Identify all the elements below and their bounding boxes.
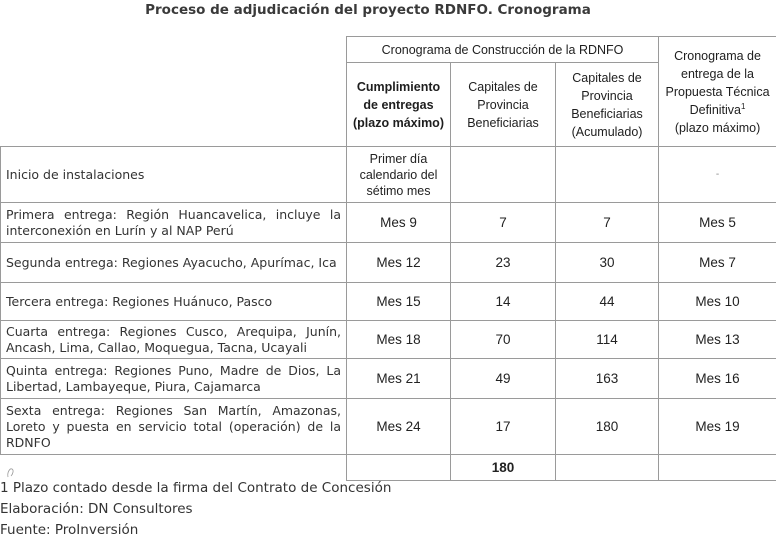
table-row — [1, 399, 776, 455]
footnote-ref: 1 — [741, 101, 746, 111]
header-cumplimiento: Cumplimiento de entregas (plazo máximo) — [347, 63, 451, 147]
row-acumulado: 180 — [556, 399, 659, 455]
row-label: Quinta entrega: Regiones Puno, Madre de Dios, La Libertad, Lambayeque, Piura, Cajamarca — [1, 359, 347, 399]
pen-mark-icon — [6, 466, 16, 478]
row-capitales — [451, 147, 556, 203]
row-label: Segunda entrega: Regiones Ayacucho, Apurímac, Ica — [1, 243, 347, 283]
row-cumplimiento: Mes 15 — [347, 283, 451, 321]
footnote-text: 1 Plazo contado desde la firma del Contrato de Concesión — [0, 480, 392, 496]
row-cumplimiento: Primer día calendario del sétimo mes — [347, 147, 451, 203]
total-row — [1, 455, 776, 481]
total-value: 180 — [451, 455, 556, 481]
row-propuesta: Mes 19 — [659, 399, 776, 455]
row-acumulado: 163 — [556, 359, 659, 399]
row-label: Primera entrega: Región Huancavelica, incluye la interconexión en Lurín y al NAP Perú — [1, 203, 347, 243]
row-propuesta: Mes 16 — [659, 359, 776, 399]
row-propuesta: - — [659, 147, 776, 203]
row-capitales: 49 — [451, 359, 556, 399]
row-cumplimiento: Mes 18 — [347, 321, 451, 359]
row-label: Inicio de instalaciones — [1, 147, 347, 203]
row-capitales: 14 — [451, 283, 556, 321]
row-label: Tercera entrega: Regiones Huánuco, Pasco — [1, 283, 347, 321]
page-title: Proceso de adjudicación del proyecto RDNFO. Cronograma — [145, 2, 591, 18]
row-capitales: 23 — [451, 243, 556, 283]
row-acumulado: 44 — [556, 283, 659, 321]
row-cumplimiento: Mes 24 — [347, 399, 451, 455]
row-cumplimiento: Mes 9 — [347, 203, 451, 243]
row-label: Cuarta entrega: Regiones Cusco, Arequipa, Junín, Ancash, Lima, Callao, Moquegua, Tacna, Ucayali — [1, 321, 347, 359]
table-row — [1, 203, 776, 243]
total-spacer — [1, 455, 347, 481]
elaboracion-text: Elaboración: DN Consultores — [0, 501, 193, 517]
total-empty-cell — [659, 455, 776, 481]
row-capitales: 17 — [451, 399, 556, 455]
table-row — [1, 243, 776, 283]
notes-block — [0, 478, 391, 541]
row-acumulado: 7 — [556, 203, 659, 243]
total-empty-cell — [556, 455, 659, 481]
total-empty-cell — [347, 455, 451, 481]
row-acumulado: 30 — [556, 243, 659, 283]
row-capitales: 70 — [451, 321, 556, 359]
table-row — [1, 283, 776, 321]
header-construccion: Cronograma de Construcción de la RDNFO — [347, 37, 659, 63]
row-propuesta: Mes 7 — [659, 243, 776, 283]
row-acumulado — [556, 147, 659, 203]
header-propuesta-suffix: (plazo máximo) — [674, 120, 761, 135]
table-row — [1, 321, 776, 359]
row-cumplimiento: Mes 21 — [347, 359, 451, 399]
header-capitales-acumulado: Capitales de Provincia Beneficiarias (Acumulado) — [556, 63, 659, 147]
row-capitales: 7 — [451, 203, 556, 243]
row-propuesta: Mes 10 — [659, 283, 776, 321]
table-row — [1, 359, 776, 399]
row-cumplimiento: Mes 12 — [347, 243, 451, 283]
row-propuesta: Mes 5 — [659, 203, 776, 243]
row-propuesta: Mes 13 — [659, 321, 776, 359]
table-row — [1, 147, 776, 203]
header-propuesta — [659, 37, 776, 147]
fuente-text: Fuente: ProInversión — [0, 522, 139, 538]
row-label: Sexta entrega: Regiones San Martín, Amazonas, Loreto y puesta en servicio total (operación) de la RDNFO — [1, 399, 347, 455]
header-corner — [1, 37, 347, 147]
row-acumulado: 114 — [556, 321, 659, 359]
header-row-groups — [1, 37, 776, 63]
header-capitales: Capitales de Provincia Beneficiarias — [451, 63, 556, 147]
schedule-table — [0, 36, 776, 481]
header-propuesta-text: Cronograma de entrega de la Propuesta Técnica Definitiva — [665, 48, 770, 117]
